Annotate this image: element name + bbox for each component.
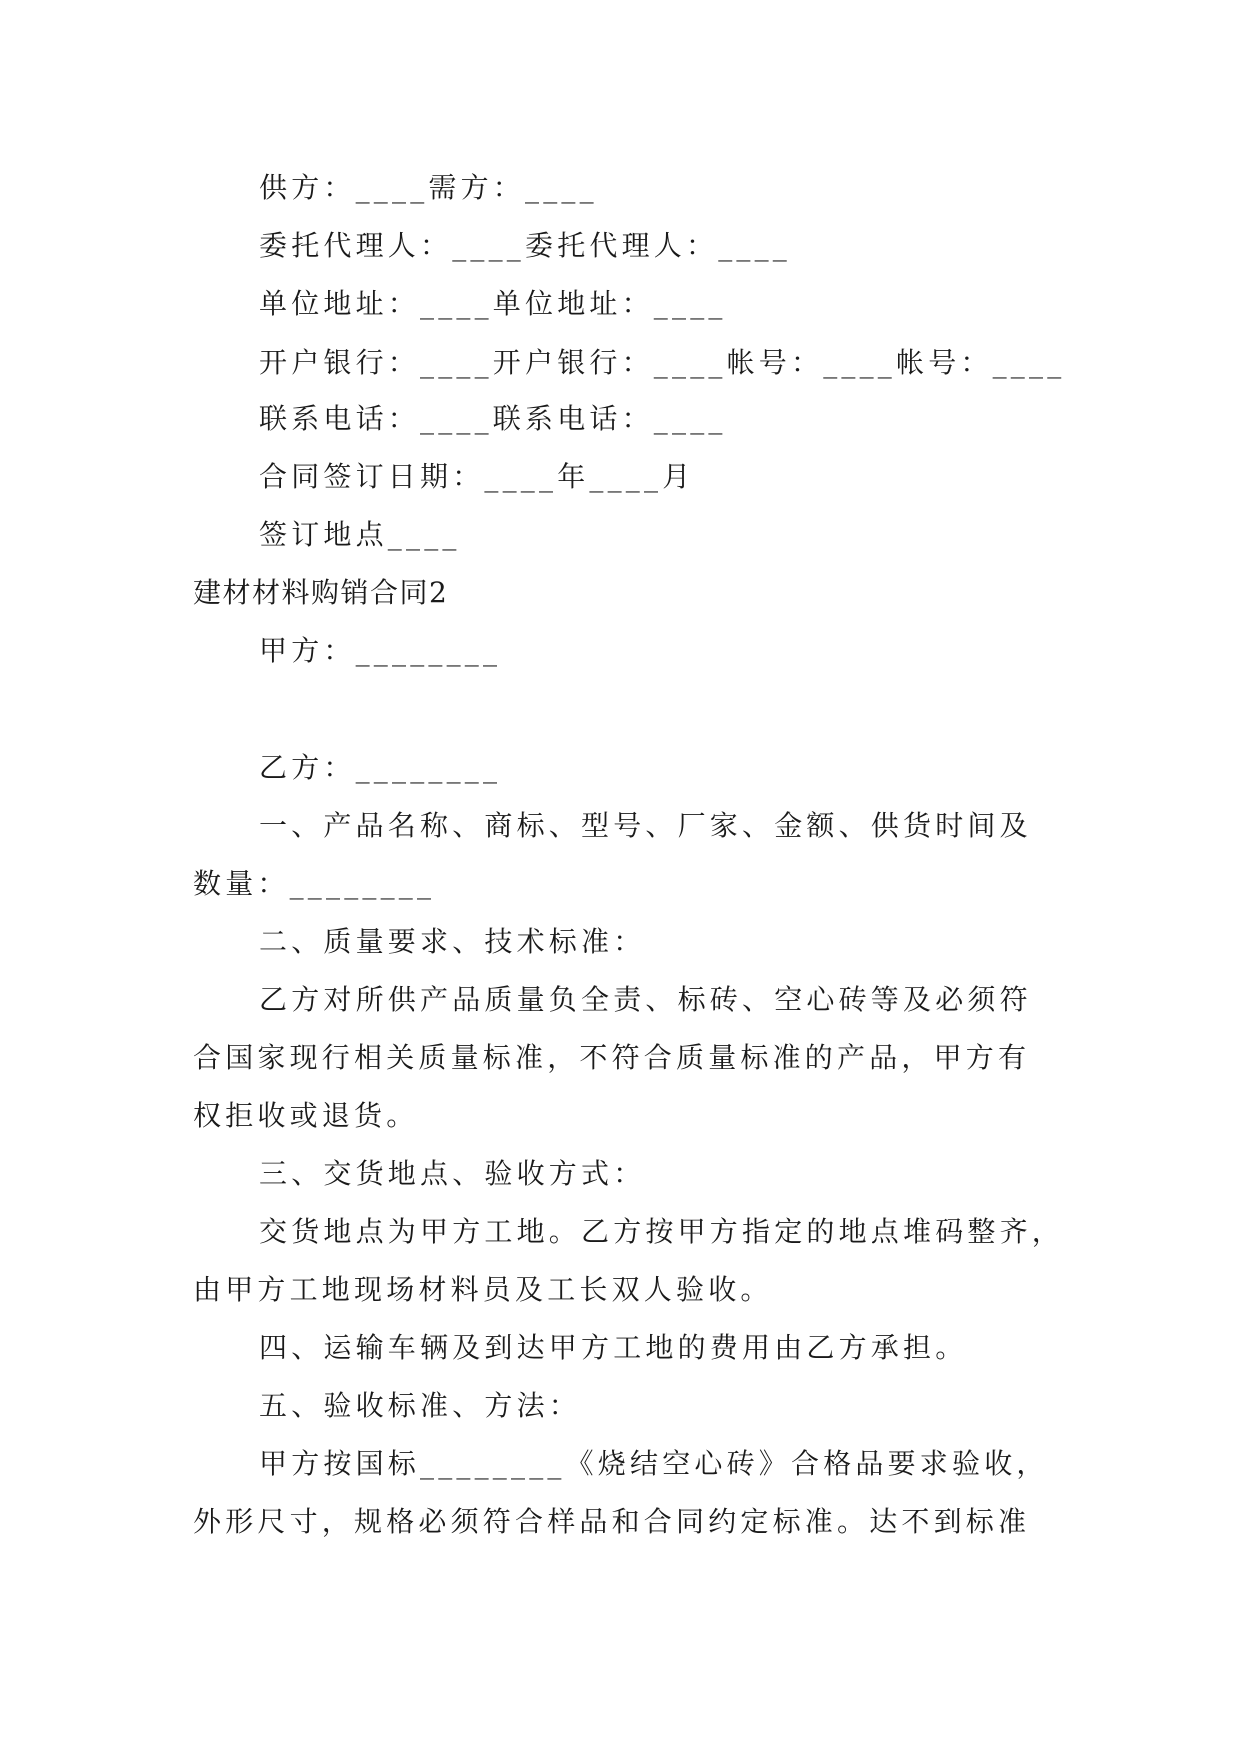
- phone-line: 联系电话：____联系电话：____: [259, 402, 727, 435]
- sign-date-line: 合同签订日期：____年____月: [259, 460, 695, 493]
- address-line: 单位地址：____单位地址：____: [259, 287, 727, 320]
- party-b-line: 乙方：________: [259, 751, 502, 784]
- clause-2-text-2: 合国家现行相关质量标准，不符合质量标准的产品，甲方有: [193, 1041, 1031, 1074]
- bank-account-line: 开户银行：____开户银行：____帐号：____帐号：____: [259, 346, 1066, 379]
- clause-3-text-1: 交货地点为甲方工地。乙方按甲方指定的地点堆码整齐，: [259, 1215, 1065, 1248]
- clause-4-text: 四、运输车辆及到达甲方工地的费用由乙方承担。: [259, 1331, 968, 1364]
- clause-5-text-2: 外形尺寸，规格必须符合样品和合同约定标准。达不到标准: [193, 1505, 1031, 1538]
- party-a-line: 甲方：________: [259, 634, 502, 667]
- contract-title: 建材材料购销合同2: [193, 576, 449, 609]
- clause-3-heading: 三、交货地点、验收方式：: [259, 1157, 646, 1190]
- clause-2-heading: 二、质量要求、技术标准：: [259, 925, 646, 958]
- supplier-buyer-line: 供方：____需方：____: [259, 171, 598, 204]
- sign-place-line: 签订地点____: [259, 518, 461, 551]
- clause-1-continued: 数量：________: [193, 867, 436, 900]
- clause-2-text-3: 权拒收或退货。: [193, 1099, 419, 1132]
- clause-2-text-1: 乙方对所供产品质量负全责、标砖、空心砖等及必须符: [259, 983, 1032, 1016]
- clause-1-heading: 一、产品名称、商标、型号、厂家、金额、供货时间及: [259, 809, 1032, 842]
- clause-5-heading: 五、验收标准、方法：: [259, 1389, 582, 1422]
- agent-line: 委托代理人：____委托代理人：____: [259, 229, 792, 262]
- clause-3-text-2: 由甲方工地现场材料员及工长双人验收。: [193, 1273, 773, 1306]
- clause-5-text-1: 甲方按国标________《烧结空心砖》合格品要求验收，: [259, 1447, 1049, 1480]
